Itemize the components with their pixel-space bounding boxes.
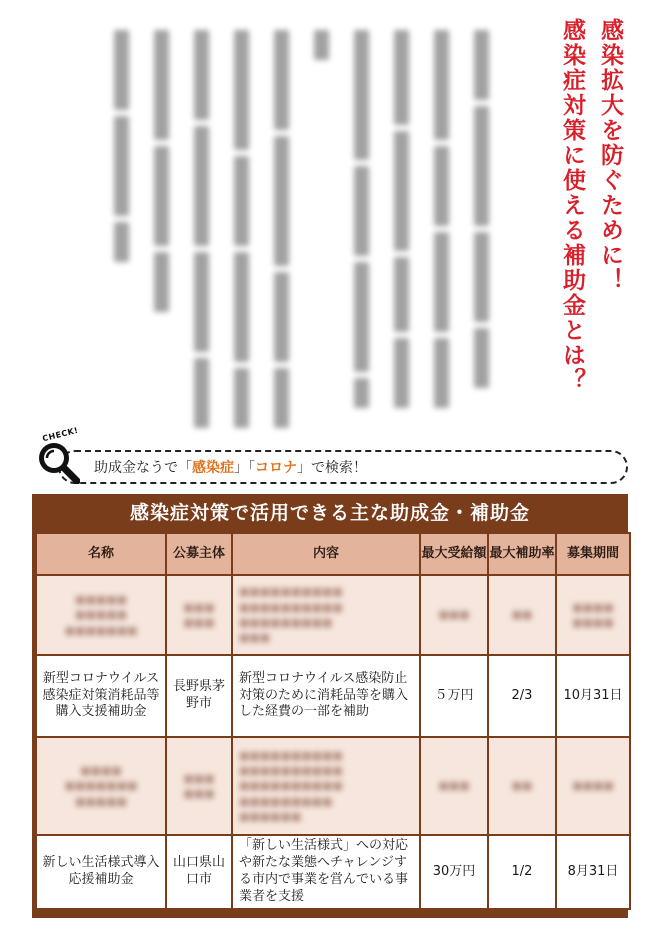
blurred-article — [100, 30, 495, 430]
article-column — [270, 30, 292, 430]
headline-line-2: 感染症対策に使える補助金とは？ — [559, 18, 585, 393]
search-instruction — [94, 457, 367, 477]
headline-line-1: 感染拡大を防ぐために！ — [597, 18, 623, 293]
header-max-amount: 最大受給額 — [421, 534, 487, 574]
row-max-rate: 1/2 — [489, 836, 555, 908]
header-max-rate: 最大補助率 — [489, 534, 555, 574]
article-column — [430, 30, 452, 430]
row-name: 新しい生活様式導入応援補助金 — [37, 836, 165, 908]
header-name: 名称 — [37, 534, 165, 574]
row-max-rate: 2/3 — [489, 656, 555, 736]
table-row — [37, 656, 629, 736]
search-middle: 」「 — [234, 460, 255, 476]
article-column — [470, 30, 492, 430]
blurred-cell: ■■ — [489, 738, 555, 834]
table-header-row — [37, 534, 629, 574]
row-content: 新型コロナウイルス感染防止対策のために消耗品等を購入した経費の一部を補助 — [233, 656, 419, 736]
row-max-amount: ５万円 — [421, 656, 487, 736]
blurred-cell: ■■■■■■■■■■ ■■■■■■■■■■ ■■■■■■■■■ ■■■ — [233, 576, 419, 654]
table-row — [37, 836, 629, 908]
blurred-cell: ■■■■ ■■■■ — [557, 576, 629, 654]
row-period: 8月31日 — [557, 836, 629, 908]
check-badge: CHECK! — [41, 425, 80, 444]
row-organizer: 山口県山口市 — [167, 836, 231, 908]
row-organizer: 長野県茅野市 — [167, 656, 231, 736]
article-column — [310, 30, 332, 430]
row-period: 10月31日 — [557, 656, 629, 736]
article-column — [110, 30, 132, 430]
check-search-banner — [34, 425, 634, 486]
search-suffix: 」で検索！ — [297, 460, 367, 476]
table-row-blurred — [37, 738, 629, 834]
row-content: 「新しい生活様式」への対応や新たな業態へチャレンジする市内で事業を営んでいる事業者を支援 — [233, 836, 419, 908]
blurred-cell: ■■■■■■■■■■ ■■■■■■■■■■ ■■■■■■■■■■ ■■■■■■■■■ ■■■■■■ — [233, 738, 419, 834]
table-row-blurred — [37, 576, 629, 654]
header-period: 募集期間 — [557, 534, 629, 574]
article-column — [190, 30, 212, 430]
blurred-cell: ■■■ ■■■ — [167, 738, 231, 834]
blurred-cell: ■■■■ ■■■■■■■ ■■■■■ — [37, 738, 165, 834]
magnifier-icon — [36, 440, 80, 484]
row-name: 新型コロナウイルス感染症対策消耗品等購入支援補助金 — [37, 656, 165, 736]
keyword-corona: コロナ — [255, 460, 297, 476]
article-column — [390, 30, 412, 430]
header-content: 内容 — [233, 534, 419, 574]
blurred-cell: ■■ — [489, 576, 555, 654]
search-prefix: 助成金なうで「 — [94, 460, 192, 476]
blurred-cell: ■■■■ — [557, 738, 629, 834]
header-organizer: 公募主体 — [167, 534, 231, 574]
keyword-kansensho: 感染症 — [192, 460, 234, 476]
row-max-amount: 30万円 — [421, 836, 487, 908]
blurred-cell: ■■■ — [421, 576, 487, 654]
blurred-cell: ■■■■■ ■■■■■ ■■■■■■■ — [37, 576, 165, 654]
subsidy-table — [35, 532, 631, 910]
article-column — [150, 30, 172, 430]
blurred-cell: ■■■ ■■■ — [167, 576, 231, 654]
blurred-cell: ■■■ — [421, 738, 487, 834]
subsidy-table-box — [32, 494, 628, 918]
table-title: 感染症対策で活用できる主な助成金・補助金 — [129, 502, 530, 524]
article-column — [230, 30, 252, 430]
article-column — [350, 30, 372, 430]
